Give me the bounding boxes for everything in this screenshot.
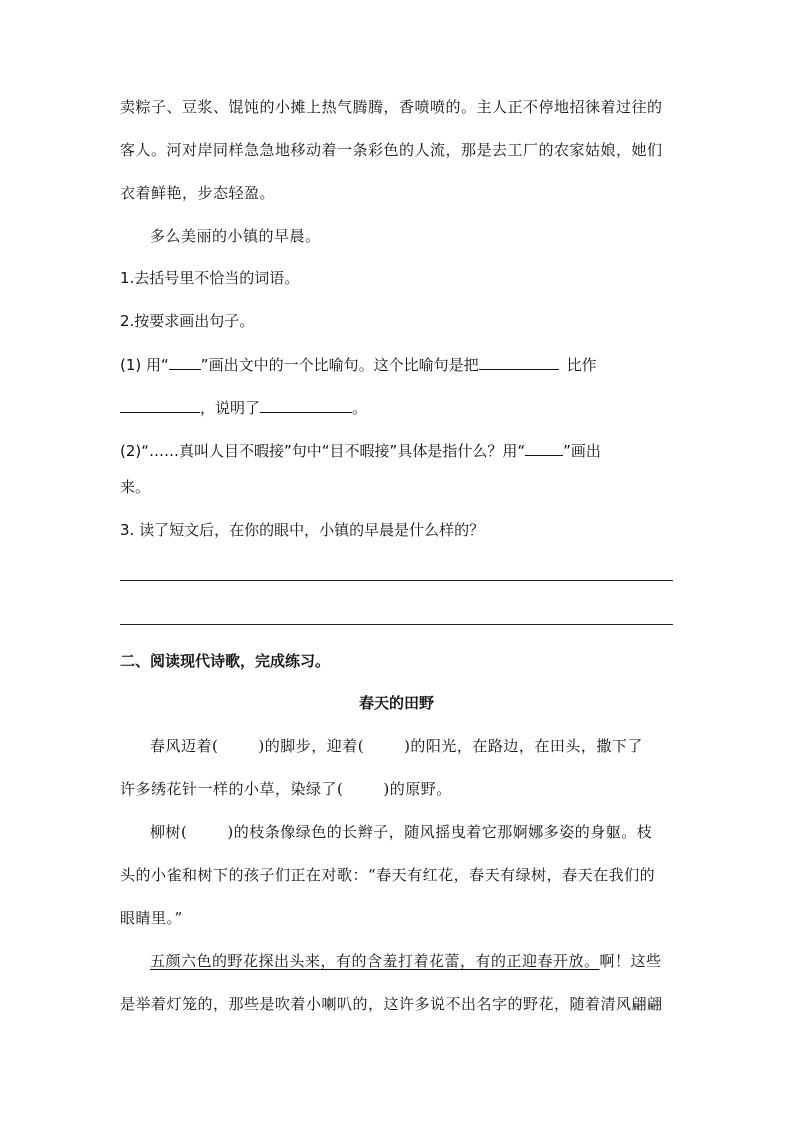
question-1: 1.去括号里不恰当的词语。 xyxy=(120,269,300,287)
poem-title: 春天的田野 xyxy=(358,694,434,712)
question-2-1 xyxy=(120,353,597,376)
answer-line[interactable] xyxy=(120,580,673,581)
poem-line: 眼睛里。” xyxy=(120,909,183,927)
answer-blank[interactable] xyxy=(169,353,201,370)
question-text: 。 xyxy=(352,399,368,417)
answer-blank[interactable] xyxy=(120,396,200,413)
poem-text: 许多绣花针一样的小草，染绿了( xyxy=(120,780,344,798)
poem-line xyxy=(120,735,643,757)
question-text: (2)“……真叫人目不暇接”句中“目不暇接”具体是指什么？用“ xyxy=(120,442,526,460)
question-text: ，说明了 xyxy=(200,399,261,417)
question-2-1-cont xyxy=(120,396,367,419)
underlined-sentence: 五颜六色的野花探出头来，有的含羞打着花蕾，有的正迎春开放。 xyxy=(150,952,600,970)
question-text: ”画出文中的一个比喻句。这个比喻句是把 xyxy=(200,356,479,374)
poem-text: )的枝条像绿色的长辫子，随风摇曳着它那婀娜多姿的身躯。枝 xyxy=(227,823,653,841)
section-heading: 二、阅读现代诗歌，完成练习。 xyxy=(120,652,331,670)
question-text: (1) 用“ xyxy=(120,356,169,374)
question-3: 3. 读了短文后，在你的眼中，小镇的早晨是什么样的？ xyxy=(120,521,485,539)
poem-text: 春风迈着( xyxy=(150,737,219,755)
passage-line: 衣着鲜艳，步态轻盈。 xyxy=(120,184,276,202)
poem-line xyxy=(120,950,662,972)
passage-line: 客人。河对岸同样急急地移动着一条彩色的人流，那是去工厂的农家姑娘，她们 xyxy=(120,141,663,159)
poem-text: )的原野。 xyxy=(383,780,452,798)
answer-line[interactable] xyxy=(120,624,673,625)
answer-blank[interactable] xyxy=(479,353,559,370)
poem-text: )的阳光，在路边，在田头，撒下了 xyxy=(404,737,643,755)
poem-text: 啊！这些 xyxy=(599,952,662,970)
question-text: ”画出 xyxy=(563,442,601,460)
question-2: 2.按要求画出句子。 xyxy=(120,312,255,330)
passage-line: 多么美丽的小镇的早晨。 xyxy=(150,227,321,245)
poem-line: 头的小雀和树下的孩子们正在对歌：“春天有红花，春天有绿树，春天在我们的 xyxy=(120,866,656,884)
question-2-2 xyxy=(120,439,601,462)
poem-line xyxy=(120,778,452,800)
poem-text: 柳树( xyxy=(150,823,188,841)
poem-text: )的脚步，迎着( xyxy=(258,737,365,755)
poem-line xyxy=(120,821,652,843)
question-text: 比作 xyxy=(566,356,597,374)
question-2-2-cont: 来。 xyxy=(120,478,151,496)
passage-line: 卖粽子、豆浆、馄饨的小摊上热气腾腾，香喷喷的。主人正不停地招徕着过往的 xyxy=(120,98,663,116)
poem-line: 是举着灯笼的，那些是吹着小喇叭的，这许多说不出名字的野花，随着清风翩翩 xyxy=(120,995,663,1013)
answer-blank[interactable] xyxy=(260,396,352,413)
answer-blank[interactable] xyxy=(525,439,563,456)
